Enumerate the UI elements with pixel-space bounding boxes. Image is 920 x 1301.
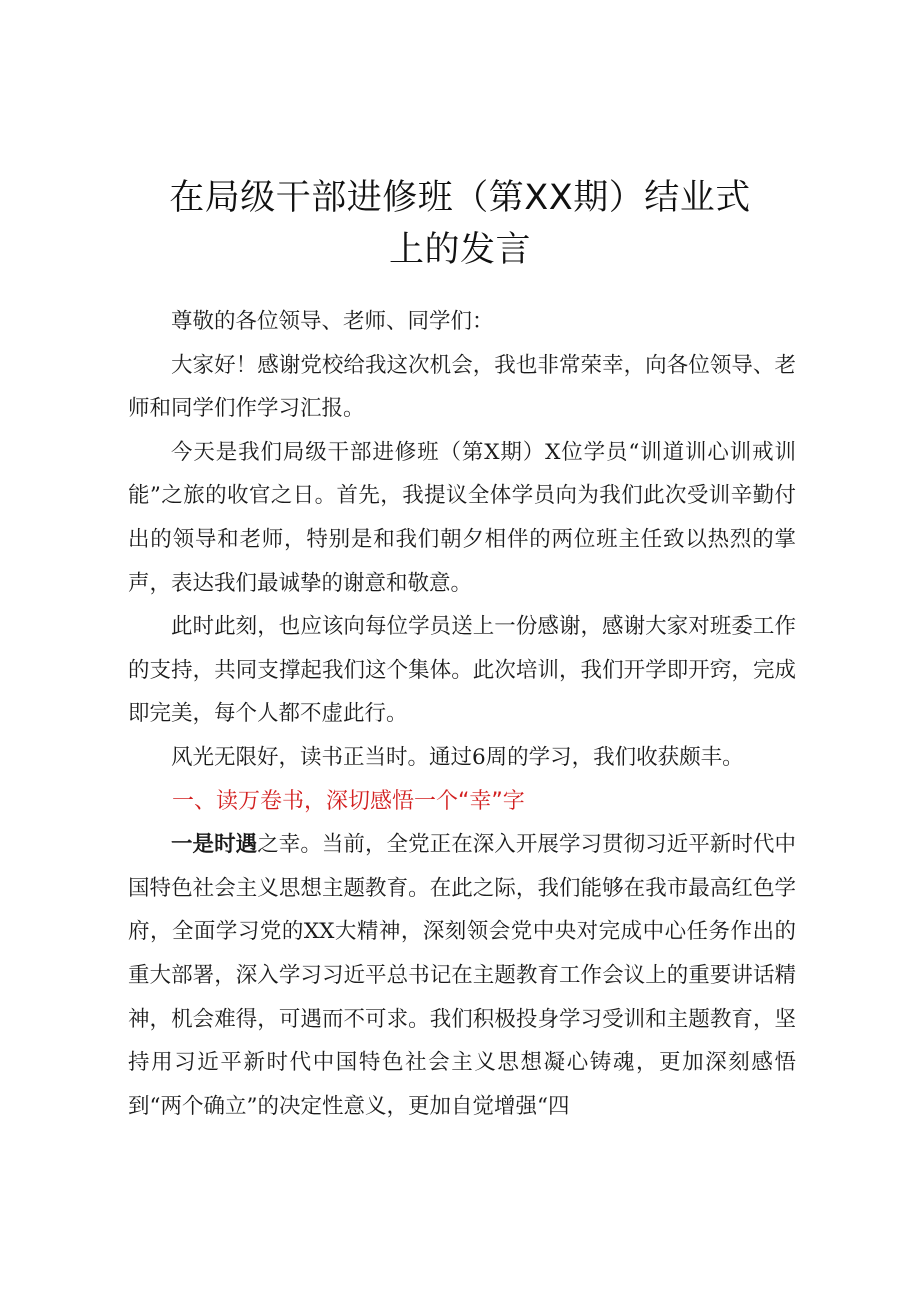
paragraph-3: 此时此刻，也应该向每位学员送上一份感谢，感谢大家对班委工作的支持，共同支撑起我们这个集体。此次培训，我们开学即开窍，完成即完美，每个人都不虚此行。	[128, 614, 796, 727]
document-body	[128, 300, 796, 1128]
salutation: 尊敬的各位领导、老师、同学们：	[171, 309, 494, 334]
paragraph-4: 风光无限好，读书正当时。通过6周的学习，我们收获颇丰。	[171, 744, 744, 770]
paragraph-1: 大家好！感谢党校给我这次机会，我也非常荣幸，向各位领导、老师和同学们作学习汇报。	[128, 352, 796, 422]
section-heading-1: 一、读万卷书，深切感悟一个“幸”字	[172, 788, 525, 814]
paragraph-2: 今天是我们局级干部进修班（第X期）X位学员“训道训心训戒训能”之旅的收官之日。首先，我提议全体学员向为我们此次受训辛勤付出的领导和老师，特别是和我们朝夕相伴的两位班主任致以热烈的掌声，表达我们最诚挚的谢意和敬意。	[128, 439, 796, 596]
section-1-paragraph	[128, 823, 796, 1128]
document-title-line2: 上的发言	[388, 230, 531, 270]
section-1-text: 之幸。当前，全党正在深入开展学习贯彻习近平新时代中国特色社会主义思想主题教育。在此之际，我们能够在我市最高红色学府，全面学习党的XX大精神，深刻领会党中央对完成中心任务作出的重大部署，深入学习习近平总书记在主题教育工作会议上的重要讲话精神，机会难得，可遇而不可求。我们积极投身学习受训和主题教育，坚持用习近平新时代中国特色社会主义思想凝心铸魂，更加深刻感悟到“两个确立”的决定性意义，更加自觉增强“四	[128, 832, 796, 1119]
section-1-lead: 一是时遇	[171, 832, 258, 858]
document-title-line1: 在局级干部进修班（第XX期）结业式	[169, 178, 751, 218]
